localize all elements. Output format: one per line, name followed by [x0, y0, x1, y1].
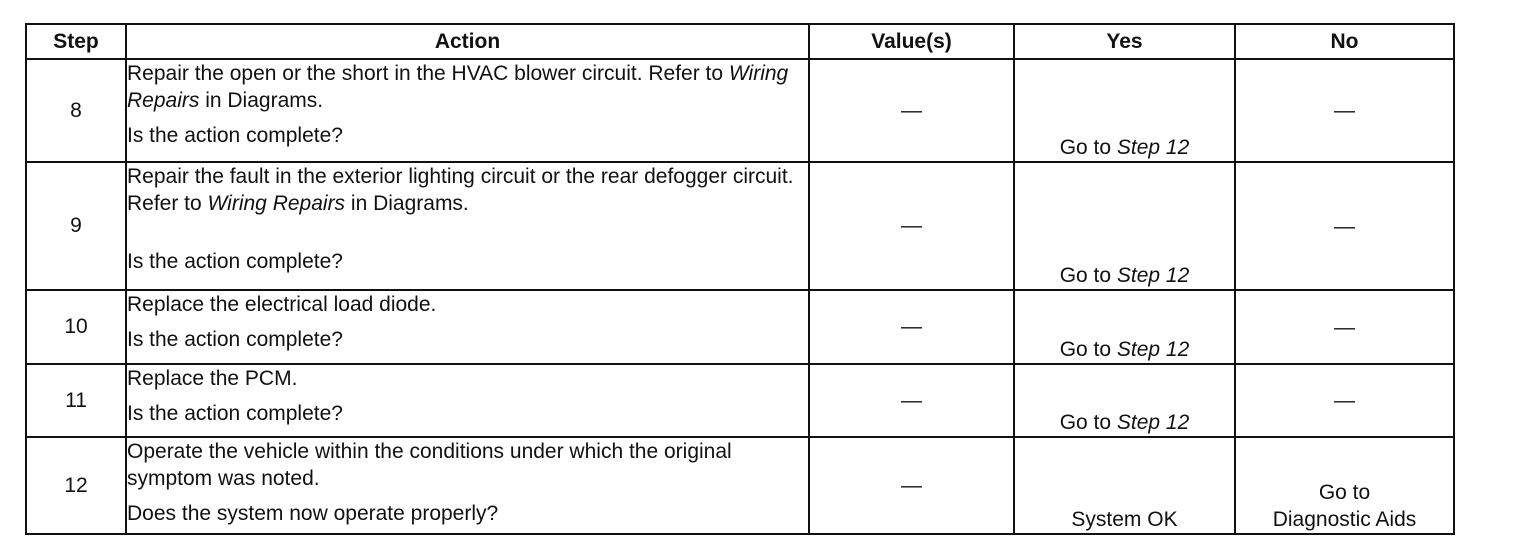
no-cell: [1235, 59, 1454, 162]
no-cell: [1235, 437, 1454, 534]
action-text-part: Repair the fault in the exterior lighting circuit or the rear defogger circuit. Refer to: [127, 165, 794, 215]
action-cell: [126, 364, 809, 437]
yes-cell: [1014, 290, 1235, 364]
step-number: 10: [26, 290, 126, 364]
step-reference: Step 12: [1116, 264, 1190, 287]
table-row: [26, 290, 1454, 364]
action-cell: [126, 290, 809, 364]
action-question: Does the system now operate properly?: [127, 502, 499, 525]
header-step: Step: [26, 24, 126, 59]
table-row: [26, 437, 1454, 534]
yes-text: Go to: [1059, 136, 1117, 159]
value-cell: —: [809, 364, 1014, 437]
yes-cell: [1014, 162, 1235, 290]
header-action: Action: [126, 24, 809, 59]
no-text-line-1: Go to: [1318, 481, 1371, 504]
table-row: [26, 162, 1454, 290]
step-number: 12: [26, 437, 126, 534]
no-cell: [1235, 162, 1454, 290]
action-question: Is the action complete?: [127, 402, 343, 425]
table-row: [26, 364, 1454, 437]
no-text: —: [1334, 214, 1355, 238]
value-cell: —: [809, 437, 1014, 534]
yes-cell: [1014, 59, 1235, 162]
action-question: Is the action complete?: [127, 124, 343, 147]
action-text: [127, 60, 808, 114]
action-text: Operate the vehicle within the conditions under which the original symptom was noted.: [127, 440, 732, 490]
diagnostic-aids-reference: Diagnostic Aids: [1272, 508, 1417, 531]
header-no: No: [1235, 24, 1454, 59]
step-reference: Step 12: [1116, 338, 1190, 361]
header-yes: Yes: [1014, 24, 1235, 59]
action-text: [127, 163, 808, 217]
action-question: Is the action complete?: [127, 328, 343, 351]
yes-text: Go to: [1059, 264, 1117, 287]
action-text-part: Repair the open or the short in the HVAC blower circuit. Refer to: [127, 62, 729, 85]
reference-wiring-repairs: Wiring Repairs: [207, 192, 346, 215]
value-cell: —: [809, 162, 1014, 290]
no-text: —: [1334, 99, 1355, 122]
action-text-part: in Diagrams.: [199, 89, 324, 112]
action-cell: [126, 59, 809, 162]
no-text: —: [1334, 315, 1355, 339]
value-cell: —: [809, 59, 1014, 162]
action-text: Replace the electrical load diode.: [127, 293, 437, 316]
action-text-part: in Diagrams.: [345, 192, 469, 215]
header-row: [26, 24, 1454, 59]
yes-text: Go to: [1059, 411, 1117, 434]
value-cell: —: [809, 290, 1014, 364]
yes-cell: System OK: [1014, 437, 1235, 534]
reference-wiring-repairs: Wiring Repairs: [127, 62, 789, 112]
action-cell: [126, 437, 809, 534]
no-text: —: [1334, 389, 1355, 412]
no-cell: [1235, 364, 1454, 437]
step-reference: Step 12: [1116, 411, 1190, 434]
yes-text: Go to: [1059, 338, 1117, 361]
step-reference: Step 12: [1116, 136, 1190, 159]
yes-cell: [1014, 364, 1235, 437]
action-text: Replace the PCM.: [127, 367, 298, 390]
no-cell: [1235, 290, 1454, 364]
step-number: 11: [26, 364, 126, 437]
step-number: 9: [26, 162, 126, 290]
diagnostic-table: [25, 23, 1455, 535]
header-values: Value(s): [809, 24, 1014, 59]
action-cell: [126, 162, 809, 290]
table-row: [26, 59, 1454, 162]
step-number: 8: [26, 59, 126, 162]
action-question: Is the action complete?: [127, 250, 343, 273]
